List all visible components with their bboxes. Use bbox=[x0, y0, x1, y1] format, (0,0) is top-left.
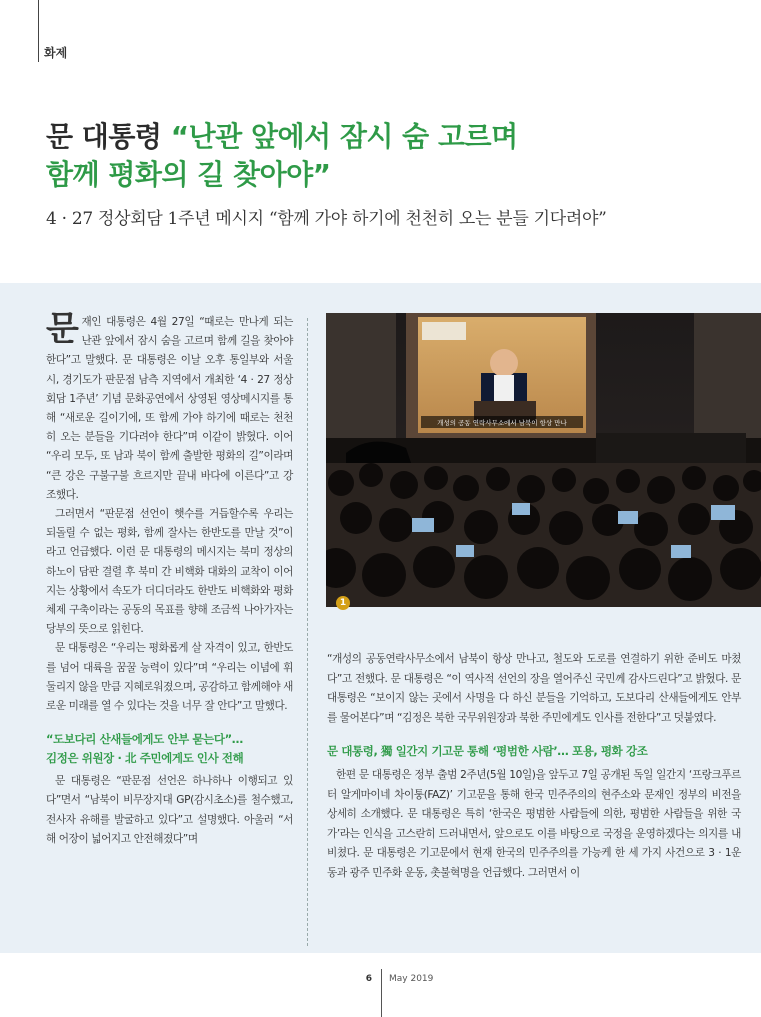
page-number: 6 bbox=[365, 974, 372, 984]
subheading: 문 대통령, 獨 일간지 기고문 통해 ‘평범한 사람’… 포용, 평화 강조 bbox=[327, 744, 648, 759]
drop-cap: 문 bbox=[46, 309, 79, 349]
paragraph: 한편 문 대통령은 정부 출범 2주년(5월 10일)을 앞두고 7일 공개된 독일 일간지 ‘프랑크푸르터 알게마이네 차이퉁(FAZ)’ 기고문을 통해 한국 민주주의의 현주소와 문재인 정부의 비전을 상세히 소개했다. 문 대통령은 특히 ‘한국은 평범한 사람들에 의한, 평범한 사람들을 위한 국가’라는 인식을 고스란히 드러내면서, 앞으로도 이를 바탕으로 국정을 운영하겠다는 의지를 내비쳤다. 문 대통령은 기고문에서 현재 한국의 민주주의를 가능케 한 세 가지 사건으로 3 · 1운동과 광주 민주화 운동, 촛불혁명을 언급했다. 그러면서 이 bbox=[327, 768, 741, 879]
paragraph: 문 대통령은 “우리는 평화롭게 살 자격이 있고, 한반도를 넘어 대륙을 꿈꿀 능력이 있다”며 “우리는 이념에 휘둘리지 않을 만큼 지혜로워졌으며, 공감하고 함께해야 새로운 미래를 열 수 있다는 것을 너무 잘 안다”고 말했다. bbox=[46, 642, 293, 713]
header-rule bbox=[38, 0, 39, 62]
section-label: 화제 bbox=[44, 46, 68, 60]
paragraph: 문 대통령은 “판문점 선언은 하나하나 이행되고 있다”면서 “남북이 비무장지대 GP(감시초소)를 철수했고, 전사자 유해를 발굴하고 있다”고 설명했다. 아울러 “서해 어장이 넓어지고 안전해졌다”며 bbox=[46, 775, 293, 845]
subheading-line2: 김정은 위원장 · 北 주민에게도 인사 전해 bbox=[46, 751, 244, 766]
paragraph-text: 재인 대통령은 4월 27일 “때로는 만나게 되는 난관 앞에서 잠시 숨을 고르며 함께 길을 찾아야 한다”고 말했다. 문 대통령은 이날 오후 통일부와 서울시, 경기도가 판문점 남측 지역에서 개최한 ‘4 · 27 정상회담 1주년’ 기념 문화공연에서 상영된 영상메시지를 통해 “새로운 길이기에, 또 함께 가야 하기에 때로는 천천히 오는 분들을 기다려야 한다”며 이같이 밝혔다. 이어 “우리 모두, 또 남과 북이 함께 출발한 평화의 길”이라며 “큰 강은 구불구불 흐르지만 끝내 바다에 이른다”고 강조했다. bbox=[46, 316, 293, 501]
column-divider bbox=[307, 318, 308, 946]
issue-date: May 2019 bbox=[389, 974, 434, 984]
paragraph: 그러면서 “판문점 선언이 햇수를 거듭할수록 우리는 되돌릴 수 없는 평화, 함께 잘사는 한반도를 만날 것”이라고 언급했다. 이런 문 대통령의 메시지는 북미 정상의 하노이 담판 결렬 후 북미 간 비핵화 대화의 교착이 이어지는 상황에서 속도가 더디더라도 한반도 비핵화와 평화체제 구축이라는 공동의 목표를 향해 조금씩 나아가자는 당부의 뜻으로 읽힌다. bbox=[46, 508, 293, 636]
screen-caption: 개성의 공동 연락사무소에서 남북이 항상 만나 bbox=[437, 419, 567, 427]
left-column bbox=[46, 309, 293, 849]
subheading bbox=[46, 730, 293, 768]
concert-photo-illustration bbox=[326, 313, 761, 607]
subtitle: 4 · 27 정상회담 1주년 메시지 “함께 가야 하기에 천천히 오는 분들 기다려야” bbox=[46, 209, 607, 229]
headline-prefix: 문 대통령 bbox=[46, 120, 171, 153]
headline bbox=[46, 118, 518, 194]
footer-rule bbox=[381, 969, 382, 1017]
right-column bbox=[327, 650, 741, 884]
subheading-line1: “도보다리 산새들에게도 안부 묻는다”… bbox=[46, 732, 243, 747]
headline-quote-line2: 함께 평화의 길 찾아야” bbox=[46, 158, 331, 191]
event-photo bbox=[326, 313, 761, 607]
paragraph: “개성의 공동연락사무소에서 남북이 항상 만나고, 철도와 도로를 연결하기 위한 준비도 마쳤다”고 전했다. 문 대통령은 “이 역사적 선언의 장을 열어주신 국민께 감사드린다”고 밝혔다. 문 대통령은 “보이지 않는 곳에서 사명을 다 하신 분들을 기억하고, 도보다리 산새들에게도 안부를 물어본다”며 “김정은 북한 국무위원장과 북한 주민에게도 인사를 전한다”고 덧붙였다. bbox=[327, 653, 741, 724]
paragraph bbox=[46, 309, 293, 505]
photo-number-badge: 1 bbox=[336, 596, 350, 610]
headline-quote-line1: “난관 앞에서 잠시 숨 고르며 bbox=[170, 120, 518, 153]
